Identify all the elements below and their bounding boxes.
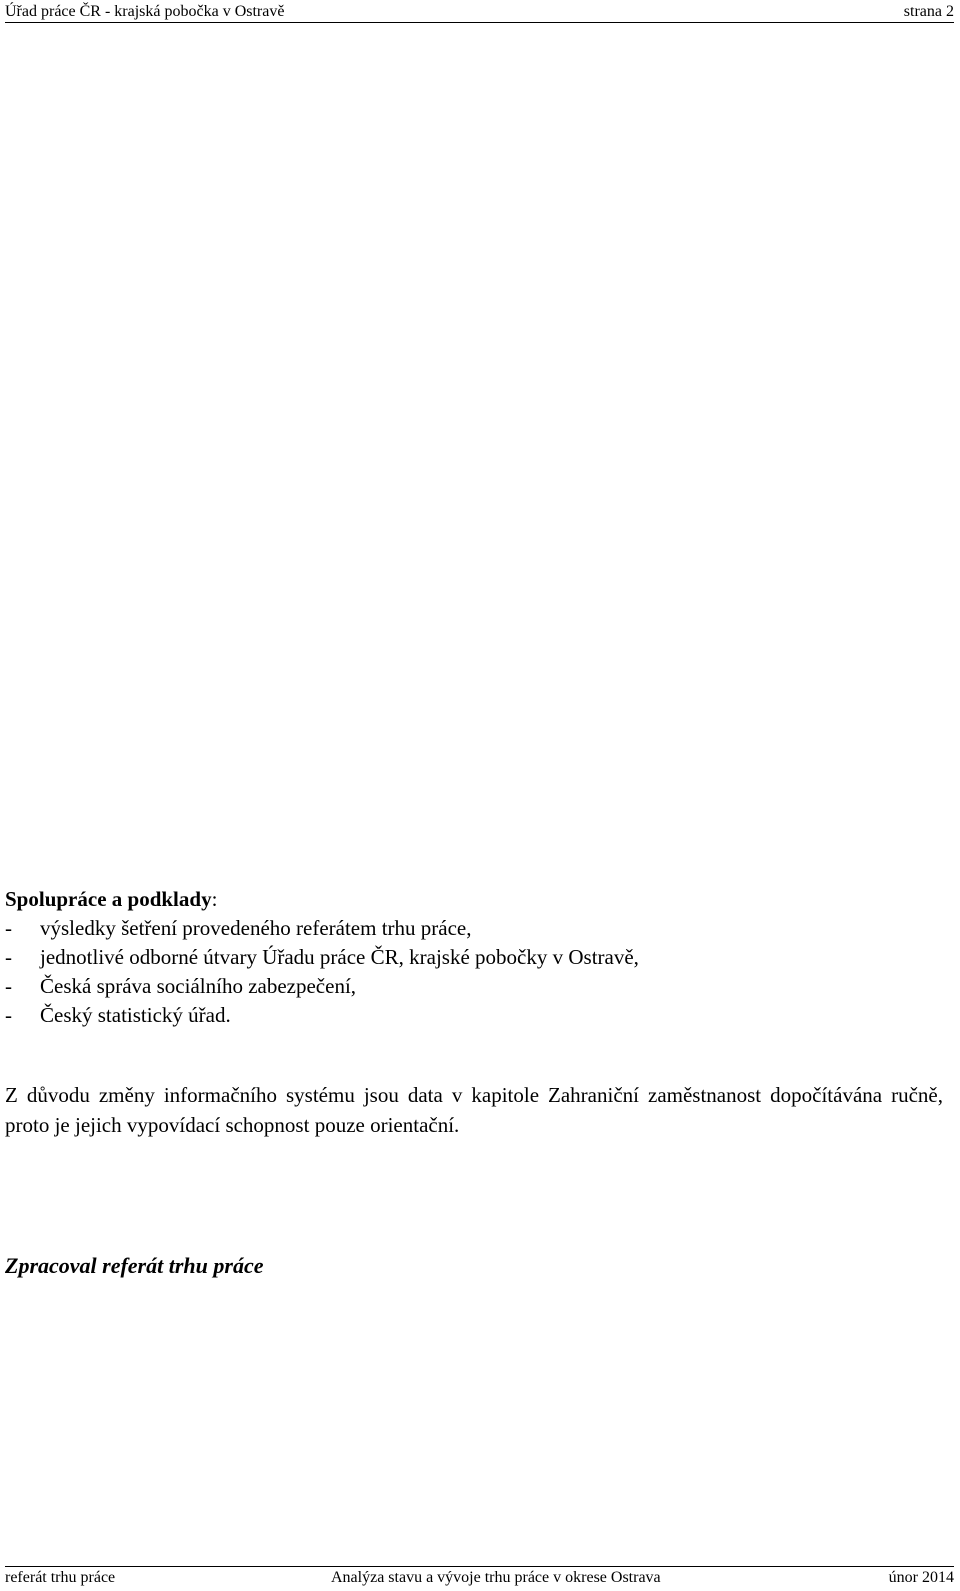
list-item <box>5 914 945 943</box>
header-page-number: strana 2 <box>903 3 954 20</box>
list-dash: - <box>5 974 12 998</box>
sources-section <box>5 885 945 1030</box>
list-item-text: Český statistický úřad. <box>40 1003 231 1027</box>
footer-document-title: Analýza stavu a vývoje trhu práce v okrese Ostrava <box>331 1569 661 1586</box>
list-dash: - <box>5 916 12 940</box>
sources-title <box>5 885 945 914</box>
page-header <box>5 2 954 23</box>
signature: Zpracoval referát trhu práce <box>5 1253 264 1278</box>
list-dash: - <box>5 1003 12 1027</box>
sources-title-text: Spolupráce a podklady <box>5 887 212 911</box>
page-footer <box>5 1566 954 1589</box>
header-office-name: Úřad práce ČR - krajská pobočka v Ostravě <box>5 3 285 20</box>
sources-list <box>5 914 945 1030</box>
list-item <box>5 1001 945 1030</box>
list-item-text: jednotlivé odborné útvary Úřadu práce ČR, krajské pobočky v Ostravě, <box>40 945 639 969</box>
footer-date: únor 2014 <box>888 1569 954 1586</box>
list-item-text: výsledky šetření provedeného referátem trhu práce, <box>40 916 472 940</box>
list-item <box>5 972 945 1001</box>
list-dash: - <box>5 945 12 969</box>
list-item <box>5 943 945 972</box>
list-item-text: Česká správa sociálního zabezpečení, <box>40 974 357 998</box>
footer-department: referát trhu práce <box>5 1569 116 1586</box>
sources-title-colon: : <box>211 887 218 911</box>
data-notice-paragraph: Z důvodu změny informačního systému jsou data v kapitole Zahraniční zaměstnanost dopočítávána ručně, proto je jejich vypovídací schopnost pouze orientační. <box>5 1083 943 1137</box>
